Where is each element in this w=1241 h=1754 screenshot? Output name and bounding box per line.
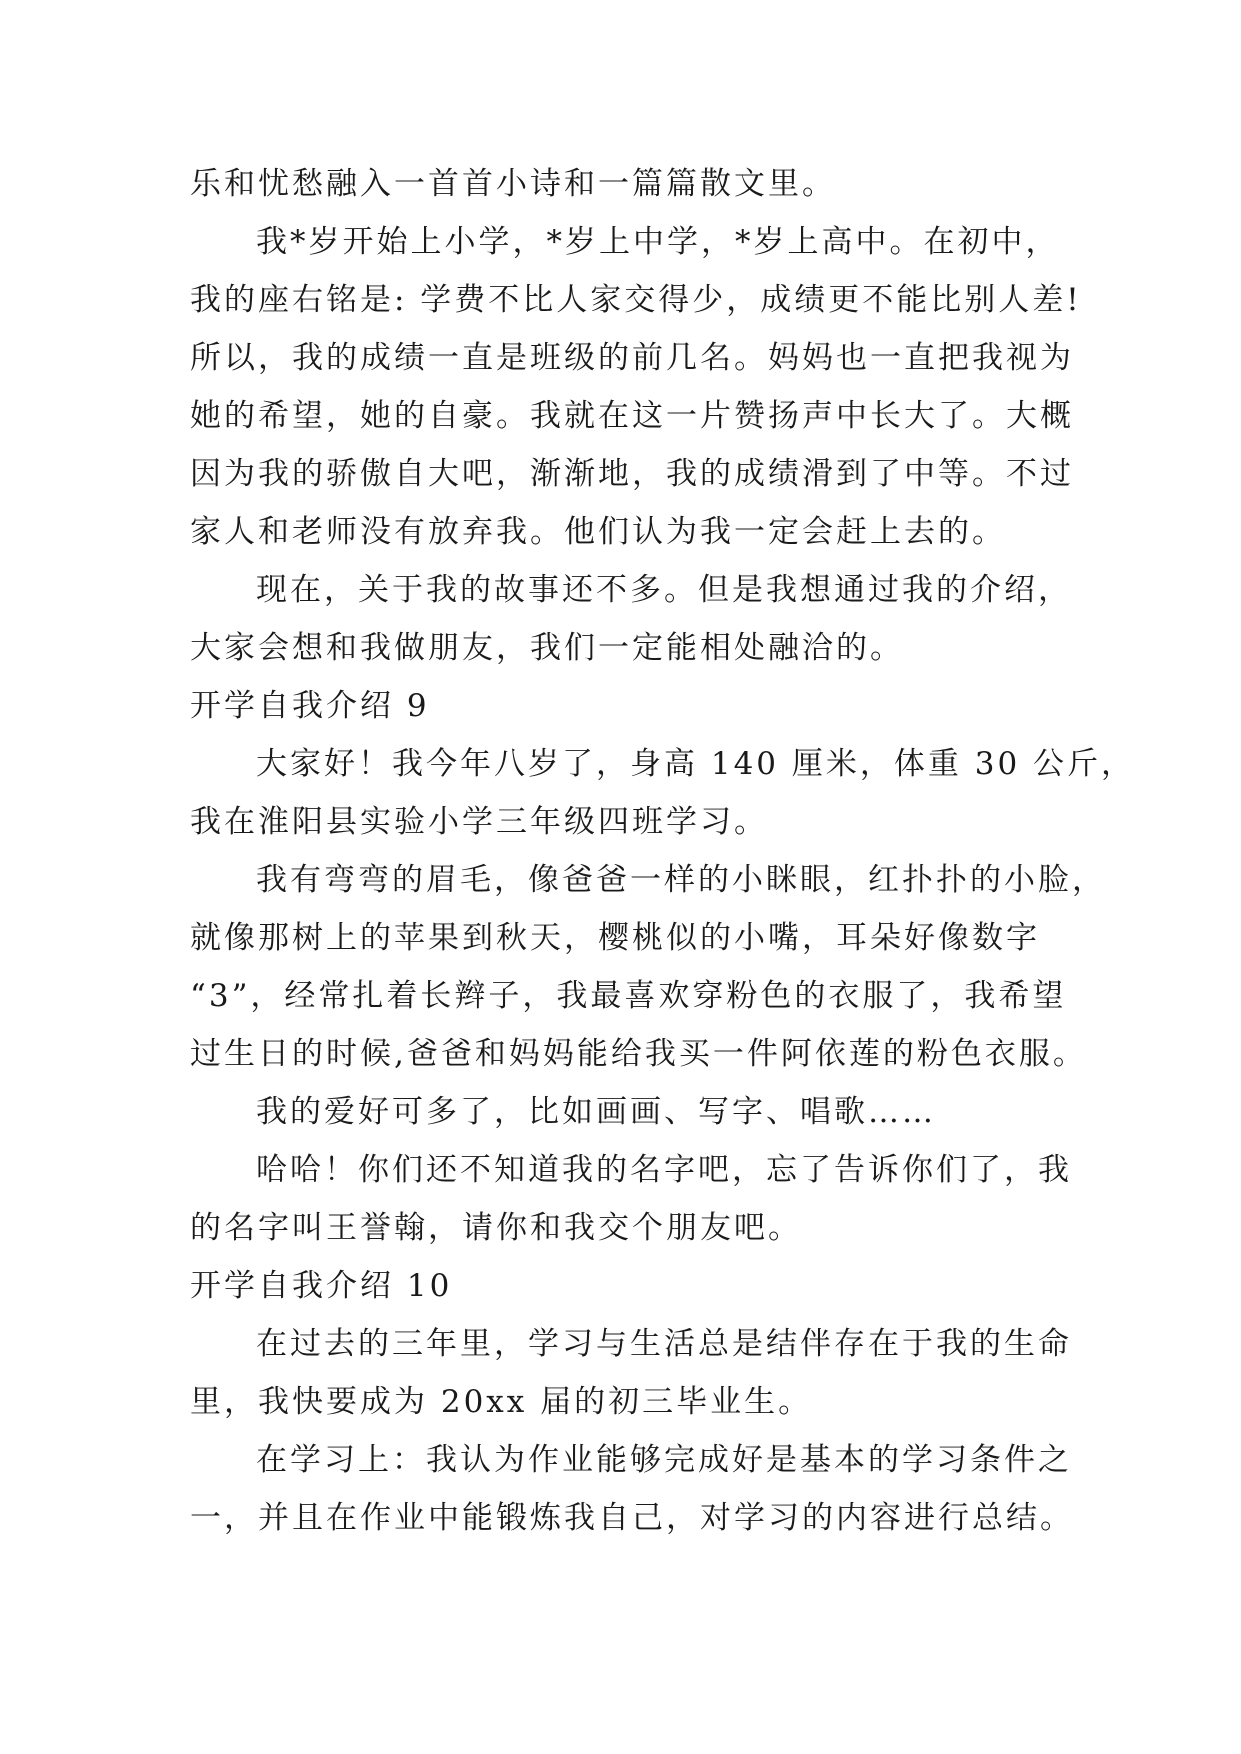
text-line: 大家好！我今年八岁了，身高 140 厘米，体重 30 公斤， [256,746,1136,782]
text-line: 过生日的时候,爸爸和妈妈能给我买一件阿依莲的粉色衣服。 [190,1036,1087,1072]
text-line: 所以，我的成绩一直是班级的前几名。妈妈也一直把我视为 [190,340,1074,376]
text-line: “3”，经常扎着长辫子，我最喜欢穿粉色的衣服了，我希望 [190,978,1067,1014]
text-line: 乐和忧愁融入一首首小诗和一篇篇散文里。 [190,166,836,202]
text-line: 一，并且在作业中能锻炼我自己，对学习的内容进行总结。 [190,1500,1074,1536]
text-line: 现在，关于我的故事还不多。但是我想通过我的介绍， [256,572,1072,608]
text-line: 我有弯弯的眉毛，像爸爸一样的小眯眼，红扑扑的小脸， [256,862,1106,898]
text-line: 在学习上：我认为作业能够完成好是基本的学习条件之 [256,1442,1072,1478]
text-line: 在过去的三年里，学习与生活总是结伴存在于我的生命 [256,1326,1072,1362]
text-line: 就像那树上的苹果到秋天，樱桃似的小嘴，耳朵好像数字 [190,920,1040,956]
section-heading: 开学自我介绍 9 [190,688,430,724]
text-line: 她的希望，她的自豪。我就在这一片赞扬声中长大了。大概 [190,398,1074,434]
text-line: 我在淮阳县实验小学三年级四班学习。 [190,804,768,840]
text-line: 我的爱好可多了，比如画画、写字、唱歌…… [256,1094,936,1130]
text-line: 大家会想和我做朋友，我们一定能相处融洽的。 [190,630,904,666]
text-line: 因为我的骄傲自大吧，渐渐地，我的成绩滑到了中等。不过 [190,456,1074,492]
section-heading: 开学自我介绍 10 [190,1268,453,1304]
text-line: 我*岁开始上小学，*岁上中学，*岁上高中。在初中， [256,224,1060,260]
text-line: 哈哈！你们还不知道我的名字吧，忘了告诉你们了，我 [256,1152,1072,1188]
text-line: 家人和老师没有放弃我。他们认为我一定会赶上去的。 [190,514,1006,550]
text-line: 我的座右铭是: 学费不比人家交得少，成绩更不能比别人差! [190,282,1082,318]
text-line: 里，我快要成为 20xx 届的初三毕业生。 [190,1384,813,1420]
text-line: 的名字叫王誉翰，请你和我交个朋友吧。 [190,1210,802,1246]
